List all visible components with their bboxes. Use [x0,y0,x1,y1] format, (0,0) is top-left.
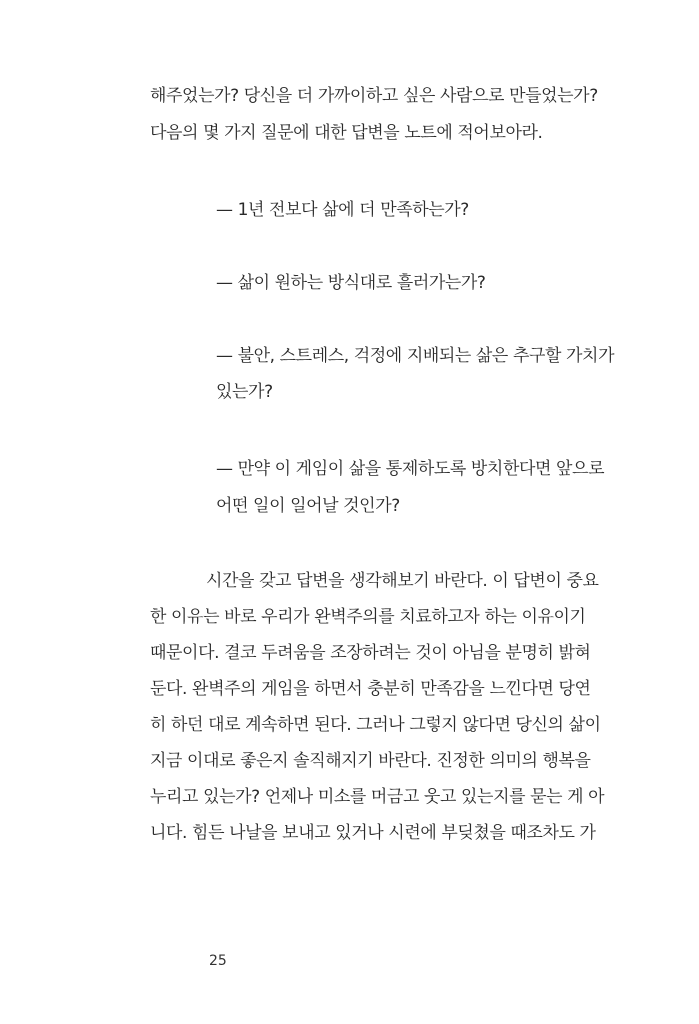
question-2-line-1: — 삶이 원하는 방식대로 흘러가는가? [216,273,486,293]
paragraph-line-5: 히 하던 대로 계속하면 된다. 그러나 그렇지 않다면 당신의 삶이 [150,715,601,735]
paragraph-line-3: 때문이다. 결코 두려움을 조장하려는 것이 아님을 분명히 밝혀 [150,643,591,663]
paragraph-line-2: 한 이유는 바로 우리가 완벽주의를 치료하고자 하는 이유이기 [150,607,586,627]
question-4-line-1: — 만약 이 게임이 삶을 통제하도록 방치한다면 앞으로 [216,459,605,479]
intro-line-2: 다음의 몇 가지 질문에 대한 답변을 노트에 적어보아라. [150,123,543,143]
question-1-line-1: — 1년 전보다 삶에 더 만족하는가? [216,200,469,220]
page-number: 25 [209,953,227,969]
paragraph-line-6: 지금 이대로 좋은지 솔직해지기 바란다. 진정한 의미의 행복을 [150,751,591,771]
paragraph-line-4: 둔다. 완벽주의 게임을 하면서 충분히 만족감을 느낀다면 당연 [150,679,591,699]
paragraph-line-7: 누리고 있는가? 언제나 미소를 머금고 웃고 있는지를 묻는 게 아 [150,787,605,807]
paragraph-line-1: 시간을 갖고 답변을 생각해보기 바란다. 이 답변이 중요 [206,571,599,591]
question-3-line-1: — 불안, 스트레스, 걱정에 지배되는 삶은 추구할 가치가 [216,346,615,366]
intro-line-1: 해주었는가? 당신을 더 가까이하고 싶은 사람으로 만들었는가? [150,86,598,106]
paragraph-line-8: 니다. 힘든 나날을 보내고 있거나 시련에 부딪쳤을 때조차도 가 [150,823,596,843]
question-4-line-2: 어떤 일이 일어날 것인가? [216,496,400,516]
question-3-line-2: 있는가? [216,382,273,402]
